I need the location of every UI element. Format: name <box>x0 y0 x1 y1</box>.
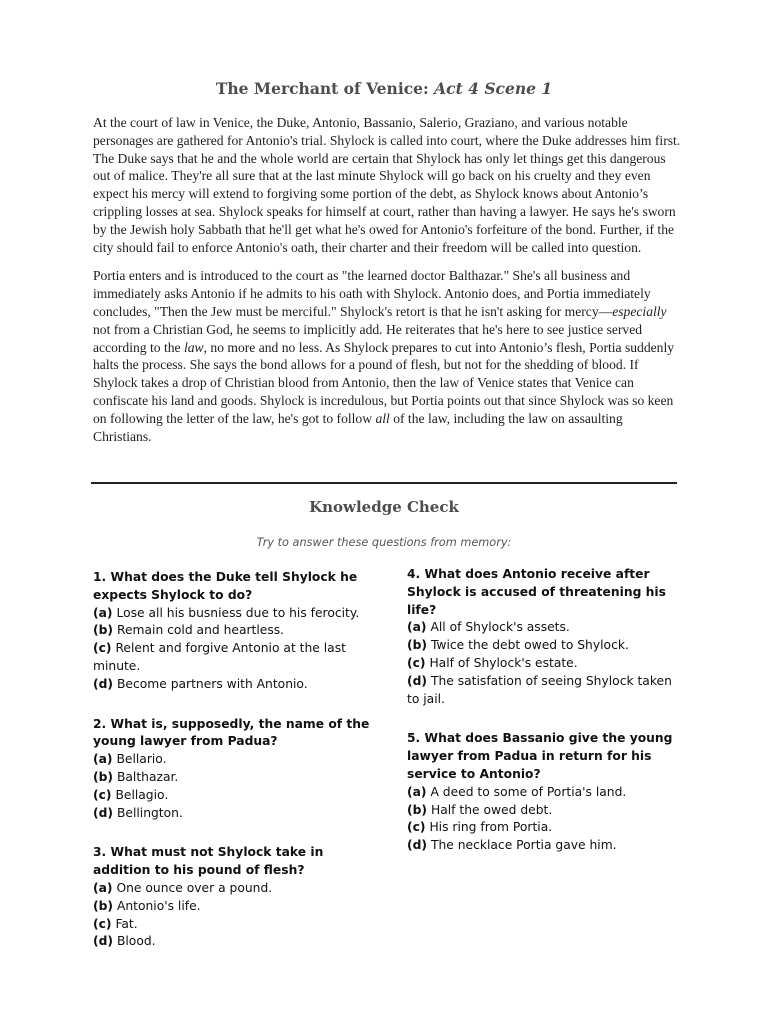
option-letter: (b) <box>93 898 114 913</box>
p2-seg-1: Portia enters and is introduced to the court as "the learned doctor Balthazar." She's all business and immediately asks Antonio if he admits to his oath with Shylock. Antonio does, and Portia immediately concludes, "Then the Jew must be merciful." Shylock's retort is that he isn't asking for mercy— <box>93 268 651 319</box>
option-letter: (a) <box>93 752 113 767</box>
question-text: 3. What must not Shylock take in addition to his pound of flesh? <box>93 845 324 878</box>
option-letter: (c) <box>407 820 426 835</box>
option-letter: (c) <box>93 787 112 802</box>
answer-option <box>93 622 378 640</box>
option-text: Become partners with Antonio. <box>113 676 308 691</box>
option-text: The satisfation of seeing Shylock taken to jail. <box>407 673 672 706</box>
questions-right-column <box>407 566 687 877</box>
option-letter: (c) <box>93 916 112 931</box>
option-letter: (d) <box>407 838 428 853</box>
summary-section <box>93 114 681 456</box>
option-text: Half the owed debt. <box>427 802 553 817</box>
option-text: Twice the debt owed to Shylock. <box>427 638 629 653</box>
option-letter: (d) <box>93 934 114 949</box>
option-letter: (b) <box>407 802 428 817</box>
option-text: Relent and forgive Antonio at the last minute. <box>93 641 346 673</box>
option-text: Bellagio. <box>111 787 169 802</box>
answer-option <box>407 802 687 820</box>
p2-emphasis-3: all <box>375 410 390 426</box>
question-1 <box>93 569 378 694</box>
answer-option <box>93 769 378 787</box>
option-letter: (a) <box>93 605 113 620</box>
option-text: Bellario. <box>112 752 167 767</box>
title-plain: The Merchant of Venice: <box>215 79 435 98</box>
knowledge-check-subheading: Try to answer these questions from memory: <box>256 536 512 549</box>
option-text: Bellington. <box>113 805 183 820</box>
question-4 <box>407 566 687 708</box>
question-3 <box>93 844 378 951</box>
option-letter: (a) <box>407 784 427 799</box>
answer-option <box>93 640 378 676</box>
option-text: A deed to some of Portia's land. <box>426 784 627 799</box>
p2-emphasis-1: especially <box>612 303 667 319</box>
question-2 <box>93 716 378 823</box>
section-divider <box>91 482 677 484</box>
option-letter: (b) <box>93 769 114 784</box>
answer-option <box>93 933 378 951</box>
answer-option <box>407 673 687 709</box>
p2-seg-2: not from a Christian God, he seems to implicitly add. He reiterates that he's here to see justice served according to the <box>93 321 643 355</box>
option-text: The necklace Portia gave him. <box>427 838 617 853</box>
option-text: Lose all his busniess due to his ferocity. <box>112 605 360 620</box>
answer-option <box>93 916 378 934</box>
summary-paragraph-1: At the court of law in Venice, the Duke, Antonio, Bassanio, Salerio, Graziano, and various notable personages are gathered for Antonio's trial. Shylock is called into court, where the Duke addresses him first. The Duke says that he and the whole world are certain that Shylock has only let things get this dangerous out of malice. They're all sure that at the last minute Shylock will go back on his cruelty and they even expect his mercy will extend to forgiving some portion of the debt, as Shylock knows about Antonio’s crippling losses at sea. Shylock speaks for himself at court, rather than having a lawyer. He says he's sworn by the Jewish holy Sabbath that he'll get what he's owed for Antonio's forfeiture of the bond. Further, if the city should fail to enforce Antonio's oath, their charter and their freedom will be called into question. <box>93 115 681 255</box>
answer-option <box>407 837 687 855</box>
option-text: Balthazar. <box>113 769 179 784</box>
answer-option <box>93 898 378 916</box>
answer-option <box>93 787 378 805</box>
option-letter: (c) <box>93 641 112 656</box>
answer-option <box>407 637 687 655</box>
option-letter: (c) <box>407 655 426 670</box>
option-text: Antonio's life. <box>113 898 201 913</box>
option-letter: (a) <box>407 620 427 635</box>
answer-option <box>93 751 378 769</box>
question-text: 2. What is, supposedly, the name of the young lawyer from Padua? <box>93 716 370 749</box>
option-letter: (b) <box>93 623 114 638</box>
option-letter: (b) <box>407 638 428 653</box>
answer-option <box>93 880 378 898</box>
answer-option <box>407 655 687 673</box>
answer-option <box>93 805 378 823</box>
answer-option <box>407 819 687 837</box>
option-letter: (d) <box>407 673 428 688</box>
title-italic: Act 4 Scene 1 <box>434 79 553 98</box>
option-text: All of Shylock's assets. <box>426 620 570 635</box>
option-text: Blood. <box>113 934 156 949</box>
question-5 <box>407 730 687 855</box>
page-title <box>0 79 768 98</box>
answer-option <box>407 784 687 802</box>
p2-seg-4: of the law, including the law on assaulting Christians. <box>93 410 623 444</box>
question-text: 4. What does Antonio receive after Shylock is accused of threatening his life? <box>407 567 666 617</box>
option-text: Half of Shylock's estate. <box>425 655 578 670</box>
option-text: One ounce over a pound. <box>112 880 273 895</box>
option-text: Remain cold and heartless. <box>113 623 285 638</box>
answer-option <box>407 619 687 637</box>
option-letter: (d) <box>93 676 114 691</box>
question-text: 5. What does Bassanio give the young lawyer from Padua in return for his service to Antonio? <box>407 731 673 781</box>
p2-emphasis-2: law <box>183 339 204 355</box>
answer-option <box>93 605 378 623</box>
p2-seg-3: , no more and no less. As Shylock prepares to cut into Antonio’s flesh, Portia suddenly halts the process. She says the bond allows for a pound of flesh, but not for the shedding of blood. If Shylock takes a drop of Christian blood from Antonio, then the law of Venice states that Venice can confiscate his land and goods. Shylock is incredulous, but Portia points out that since Shylock was so keen on following the letter of the law, he's got to follow <box>93 339 675 426</box>
option-letter: (a) <box>93 880 113 895</box>
option-text: His ring from Portia. <box>425 820 553 835</box>
answer-option <box>93 676 378 694</box>
questions-left-column <box>93 569 378 973</box>
question-text: 1. What does the Duke tell Shylock he expects Shylock to do? <box>93 570 358 602</box>
option-letter: (d) <box>93 805 114 820</box>
summary-paragraph-2 <box>93 267 681 445</box>
option-text: Fat. <box>111 916 138 931</box>
knowledge-check-heading: Knowledge Check <box>309 498 459 516</box>
